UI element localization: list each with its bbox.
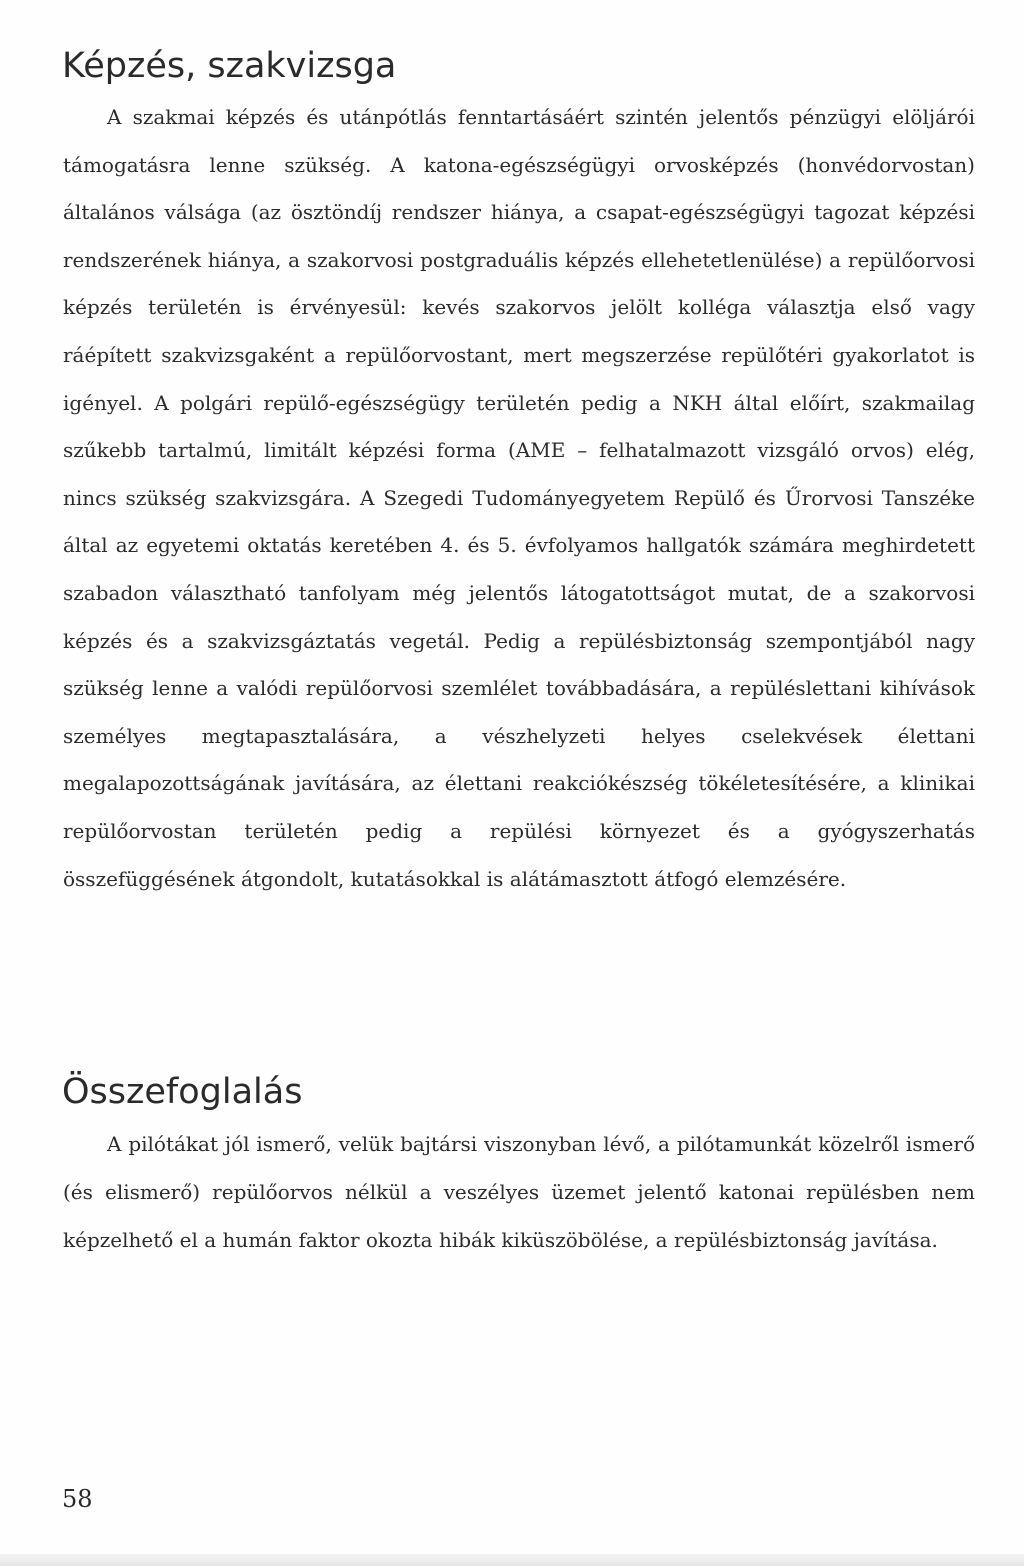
page-bottom-edge xyxy=(0,1554,1024,1566)
section-heading-training: Képzés, szakvizsga xyxy=(62,46,397,86)
page-number: 58 xyxy=(62,1485,93,1513)
section-paragraph-training: A szakmai képzés és utánpótlás fenntartásáért szintén jelentős pénzügyi elöljárói támogatásra lenne szükség. A katona-egészségügyi orvosképzés (honvédorvostan) általános válsága (az ösztöndíj rendszer hiánya, a csapat-egészségügyi tagozat képzési rendszerének hiánya, a szakorvosi postgraduális képzés ellehetetlenülése) a repülőorvosi képzés területén is érvényesül: kevés szakorvos jelölt kolléga választja első vagy ráépített szakvizsgaként a repülőorvostant, mert megszerzése repülőtéri gyakorlatot is igényel. A polgári repülő-egészségügy területén pedig a NKH által előírt, szakmailag szűkebb tartalmú, limitált képzési forma (AME – felhatalmazott vizsgáló orvos) elég, nincs szükség szakvizsgára. A Szegedi Tudományegyetem Repülő és Űrorvosi Tanszéke által az egyetemi oktatás keretében 4. és 5. évfolyamos hallgatók számára meghirdetett szabadon választható tanfolyam még jelentős látogatottságot mutat, de a szakorvosi képzés és a szakvizsgáztatás vegetál. Pedig a repülésbiztonság szempontjából nagy szükség lenne a valódi repülőorvosi szemlélet továbbadására, a repüléslettani kihívások személyes megtapasztalására, a vészhelyzeti helyes cselekvések élettani megalapozottságának javítására, az élettani reakciókészség tökéletesítésére, a klinikai repülőorvostan területén pedig a repülési környezet és a gyógyszerhatás összefüggésének átgondolt, kutatásokkal is alátámasztott átfogó elemzésére. xyxy=(63,105,975,891)
section-heading-summary: Összefoglalás xyxy=(62,1072,303,1112)
section-paragraph-summary: A pilótákat jól ismerő, velük bajtársi viszonyban lévő, a pilótamunkát közelről ismerő (és elismerő) repülőorvos nélkül a veszélyes üzemet jelentő katonai repülésben nem képzelhető el a humán faktor okozta hibák kiküszöbölése, a repülésbiztonság javítása. xyxy=(63,1132,975,1252)
